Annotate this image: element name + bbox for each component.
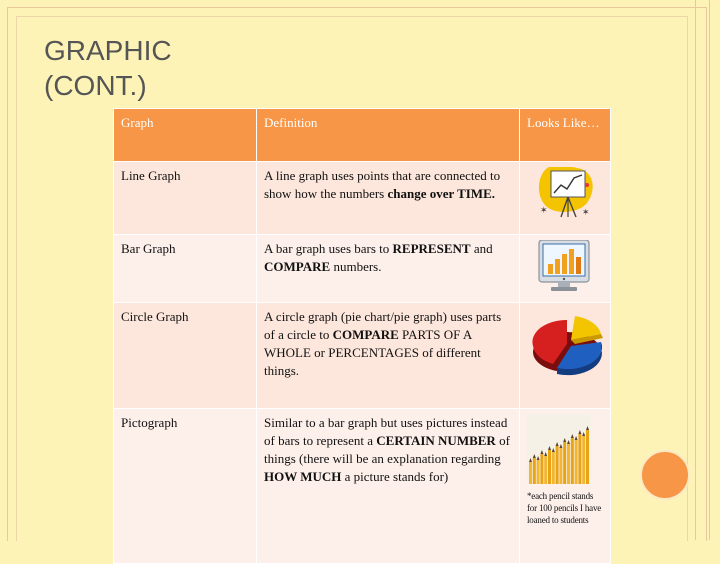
table-row [114,235,611,303]
pencil-shape [552,452,555,484]
definition-text: of things (there will be an explanation regarding [264,433,510,466]
pencil-shape [556,446,559,484]
definition-bold: CERTAIN NUMBER [376,433,496,448]
definition-text: a picture stands for) [341,469,449,484]
definition-text: A line graph uses points that are connected to show how the numbers [264,168,501,201]
graph-definition [257,409,520,564]
definition-bold: COMPARE [264,259,331,274]
graph-name: Circle Graph [114,303,257,409]
definition-bold: REPRESENT [392,241,471,256]
looks-like-cell [520,235,611,303]
graph-name: Bar Graph [114,235,257,303]
table-row [114,162,611,235]
graph-definition [257,162,520,235]
bar-graph-monitor-icon [527,240,609,294]
title-line-1: GRAPHIC [44,35,172,66]
definition-bold: change over TIME. [387,186,495,201]
pencil-pictograph-icon [527,414,591,484]
svg-text:✶: ✶ [540,206,548,216]
line-graph-easel-icon [527,167,609,223]
graph-definition [257,235,520,303]
pencil-shape [540,454,543,484]
pencil-shape [533,458,536,484]
slide-title [44,33,172,103]
pictograph-note: *each pencil stands for 100 pencils I have loaned to students [527,491,602,525]
pencil-shape [567,444,570,484]
pencil-shape [544,456,547,484]
pencil-shape [529,462,532,484]
pie-chart-3d-icon [527,308,609,378]
title-line-2: (CONT.) [44,70,147,101]
pencil-shape [578,434,581,484]
looks-like-cell [520,162,611,235]
definition-text: A bar graph uses bars to [264,241,393,256]
table-header-row [114,109,611,162]
graph-name: Pictograph [114,409,257,564]
pencil-shape [586,430,589,484]
pictograph-background [527,414,591,484]
pencil-shape [559,448,562,484]
graph-name: Line Graph [114,162,257,235]
table-row [114,409,611,564]
header-graph: Graph [114,109,257,162]
right-frame-strip [695,0,710,540]
definition-text: and [470,241,493,256]
definition-text: PARTS OF A WHOLE or PERCENTAGES of different things. [264,327,481,378]
definition-bold: COMPARE [332,327,399,342]
graph-definition [257,303,520,409]
header-looks-like: Looks Like… [520,109,611,162]
definition-bold: HOW MUCH [264,469,342,484]
orange-accent-dot [640,450,690,500]
definition-text: numbers. [330,259,382,274]
pencil-shape [537,460,540,484]
pencil-shape [575,440,578,484]
pencil-shape [563,442,566,484]
pencil-shape [582,436,585,484]
definition-text: Similar to a bar graph but uses pictures instead of bars to represent a [264,415,508,448]
definition-text: A circle graph (pie chart/pie graph) uses parts of a circle to [264,309,502,342]
graph-types-table [113,108,611,564]
looks-like-cell [520,409,611,564]
looks-like-cell [520,303,611,409]
header-definition: Definition [257,109,520,162]
pencil-shape [548,450,551,484]
table-row [114,303,611,409]
pencil-shape [571,438,574,484]
svg-text:✶: ✶ [582,208,590,218]
